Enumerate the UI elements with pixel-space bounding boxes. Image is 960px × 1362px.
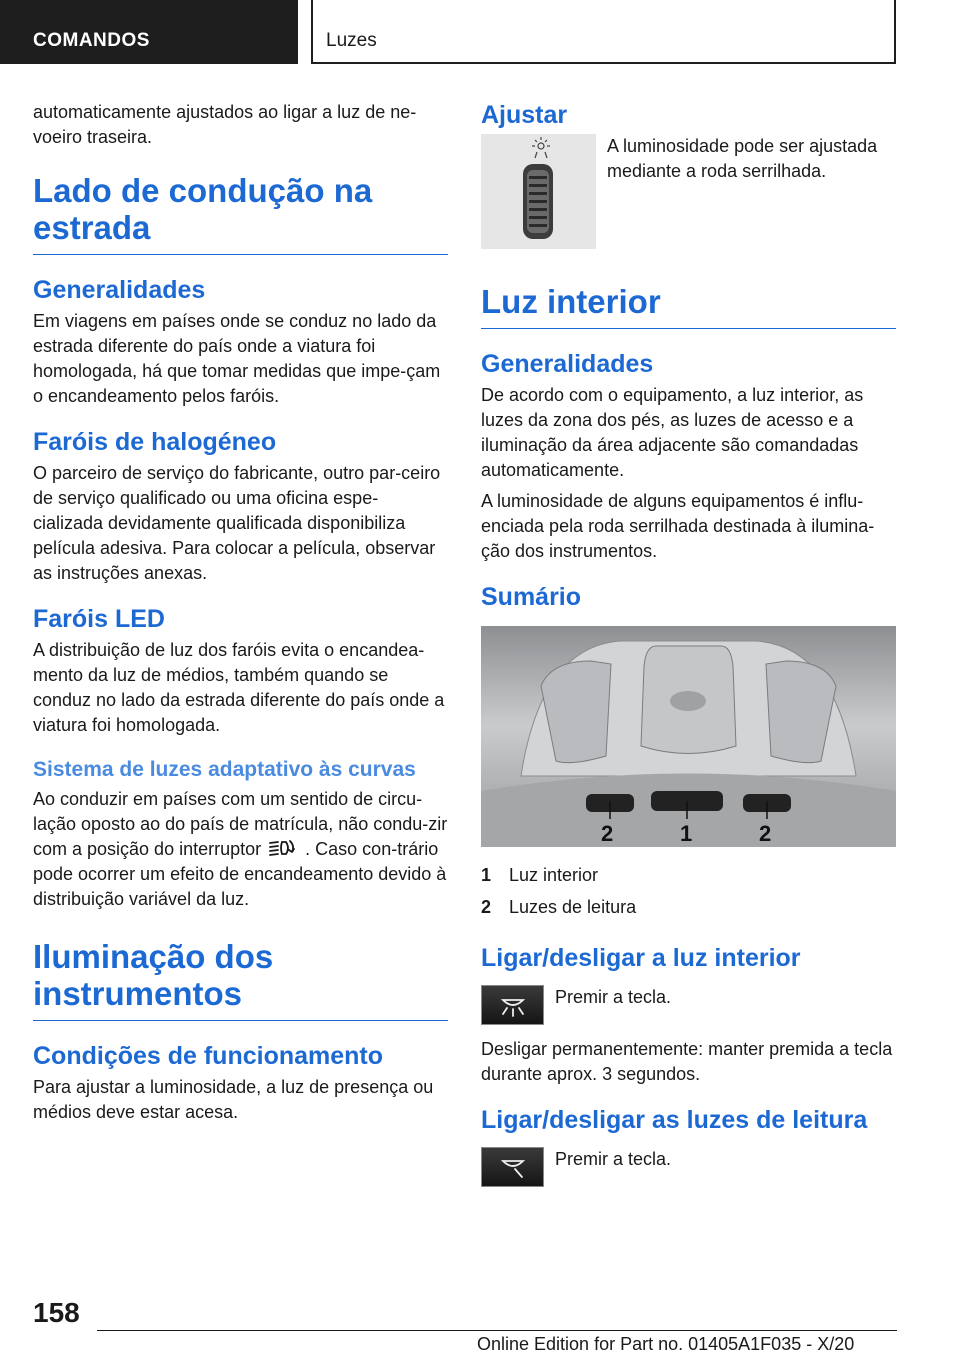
heading-sumario: Sumário <box>481 583 582 611</box>
legend-item <box>481 891 896 923</box>
photo-label-1: 1 <box>680 821 693 846</box>
heading-farois-led: Faróis LED <box>33 605 165 633</box>
heading-lado-conducao: Lado de condução na estrada <box>33 172 448 255</box>
legend-number: 2 <box>481 897 492 917</box>
heading-iluminacao-instrumentos: Iluminação dos instrumentos <box>33 938 448 1021</box>
footer-divider <box>97 1330 897 1331</box>
legend-text: Luzes de leitura <box>509 897 637 917</box>
page-number: 158 <box>33 1297 80 1328</box>
figure-reading-button <box>481 1147 896 1187</box>
heading-generalidades: Generalidades <box>33 276 206 304</box>
heading-ligar-interior: Ligar/desligar a luz interior <box>481 944 801 972</box>
caption-ajustar: A luminosidade pode ser ajustada mediante a roda serrilhada. <box>607 136 878 181</box>
right-column <box>481 100 896 1187</box>
legend-item <box>481 859 896 891</box>
reading-light-button-icon <box>481 1147 544 1187</box>
text-adaptativo-part2: . Caso con-trário pode ocorrer um efeito de encandeamento devido à distribuição variável da luz. <box>33 839 447 909</box>
caption-premir-leitura: Premir a tecla. <box>555 1149 672 1169</box>
photo-label-2-right: 2 <box>759 821 772 846</box>
text-sistema-adaptativo <box>33 787 448 912</box>
interior-light-button-icon <box>481 985 544 1025</box>
caption-premir-interior: Premir a tecla. <box>555 987 672 1007</box>
page-header <box>0 0 960 66</box>
figure-ajustar <box>481 134 896 249</box>
text-farois-halogeneo: O parceiro de serviço do fabricante, outro par-ceiro de serviço qualificado ou uma oficina espe-cializada devidamente qualificada disponibiliza película adesiva. Para colocar a película, observar as instruções anexas. <box>33 463 441 583</box>
thumbwheel-dimmer-icon <box>481 134 596 249</box>
legend-text: Luz interior <box>509 865 599 885</box>
interior-light-photo <box>481 626 896 847</box>
photo-label-2-left: 2 <box>601 821 614 846</box>
text-generalidades-interior-2: A luminosidade de alguns equipamentos é influ-enciada pela roda serrilhada destinada à ilumina-ção dos instrumentos. <box>481 491 875 561</box>
section-tab: COMANDOS <box>0 0 298 64</box>
edition-text: Online Edition for Part no. 01405A1F035 - X/20 <box>477 1334 855 1354</box>
intro-text: automaticamente ajustados ao ligar a luz de ne-voeiro traseira. <box>33 102 417 147</box>
legend-list <box>481 859 896 923</box>
figure-interior-button <box>481 985 896 1025</box>
left-column <box>33 100 448 1131</box>
text-farois-led: A distribuição de luz dos faróis evita o encandea-mento da luz de médios, também quando se conduz no lado da estrada diferente do país onde a viatura foi homologada. <box>33 640 445 735</box>
adaptive-headlight-icon <box>266 838 300 858</box>
heading-farois-halogeneo: Faróis de halogéneo <box>33 428 277 456</box>
text-adaptativo-part1: Ao conduzir em países com um sentido de circu-lação oposto ao do país de matrícula, não condu-zir com a posição do interruptor <box>33 789 448 859</box>
text-desligar-permanente: Desligar permanentemente: manter premida a tecla durante aprox. 3 segundos. <box>481 1039 893 1084</box>
legend-number: 1 <box>481 865 492 885</box>
text-generalidades: Em viagens em países onde se conduz no lado da estrada diferente do país onde a viatura foi homologada, há que tomar medidas que impe-çam o encandeamento pelos faróis. <box>33 311 441 406</box>
heading-luz-interior: Luz interior <box>481 283 896 329</box>
text-condicoes: Para ajustar a luminosidade, a luz de presença ou médios deve estar acesa. <box>33 1077 434 1122</box>
heading-condicoes: Condições de funcionamento <box>33 1042 384 1070</box>
text-generalidades-interior-1: De acordo com o equipamento, a luz interior, as luzes da zona dos pés, as luzes de acesso e a iluminação da área adjacente são comandadas automaticamente. <box>481 385 864 480</box>
heading-sistema-adaptativo: Sistema de luzes adaptativo às curvas <box>33 758 416 781</box>
chapter-title: Luzes <box>311 0 896 64</box>
heading-generalidades-interior: Generalidades <box>481 350 654 378</box>
heading-ligar-leitura: Ligar/desligar as luzes de leitura <box>481 1106 868 1134</box>
heading-ajustar: Ajustar <box>481 101 568 129</box>
